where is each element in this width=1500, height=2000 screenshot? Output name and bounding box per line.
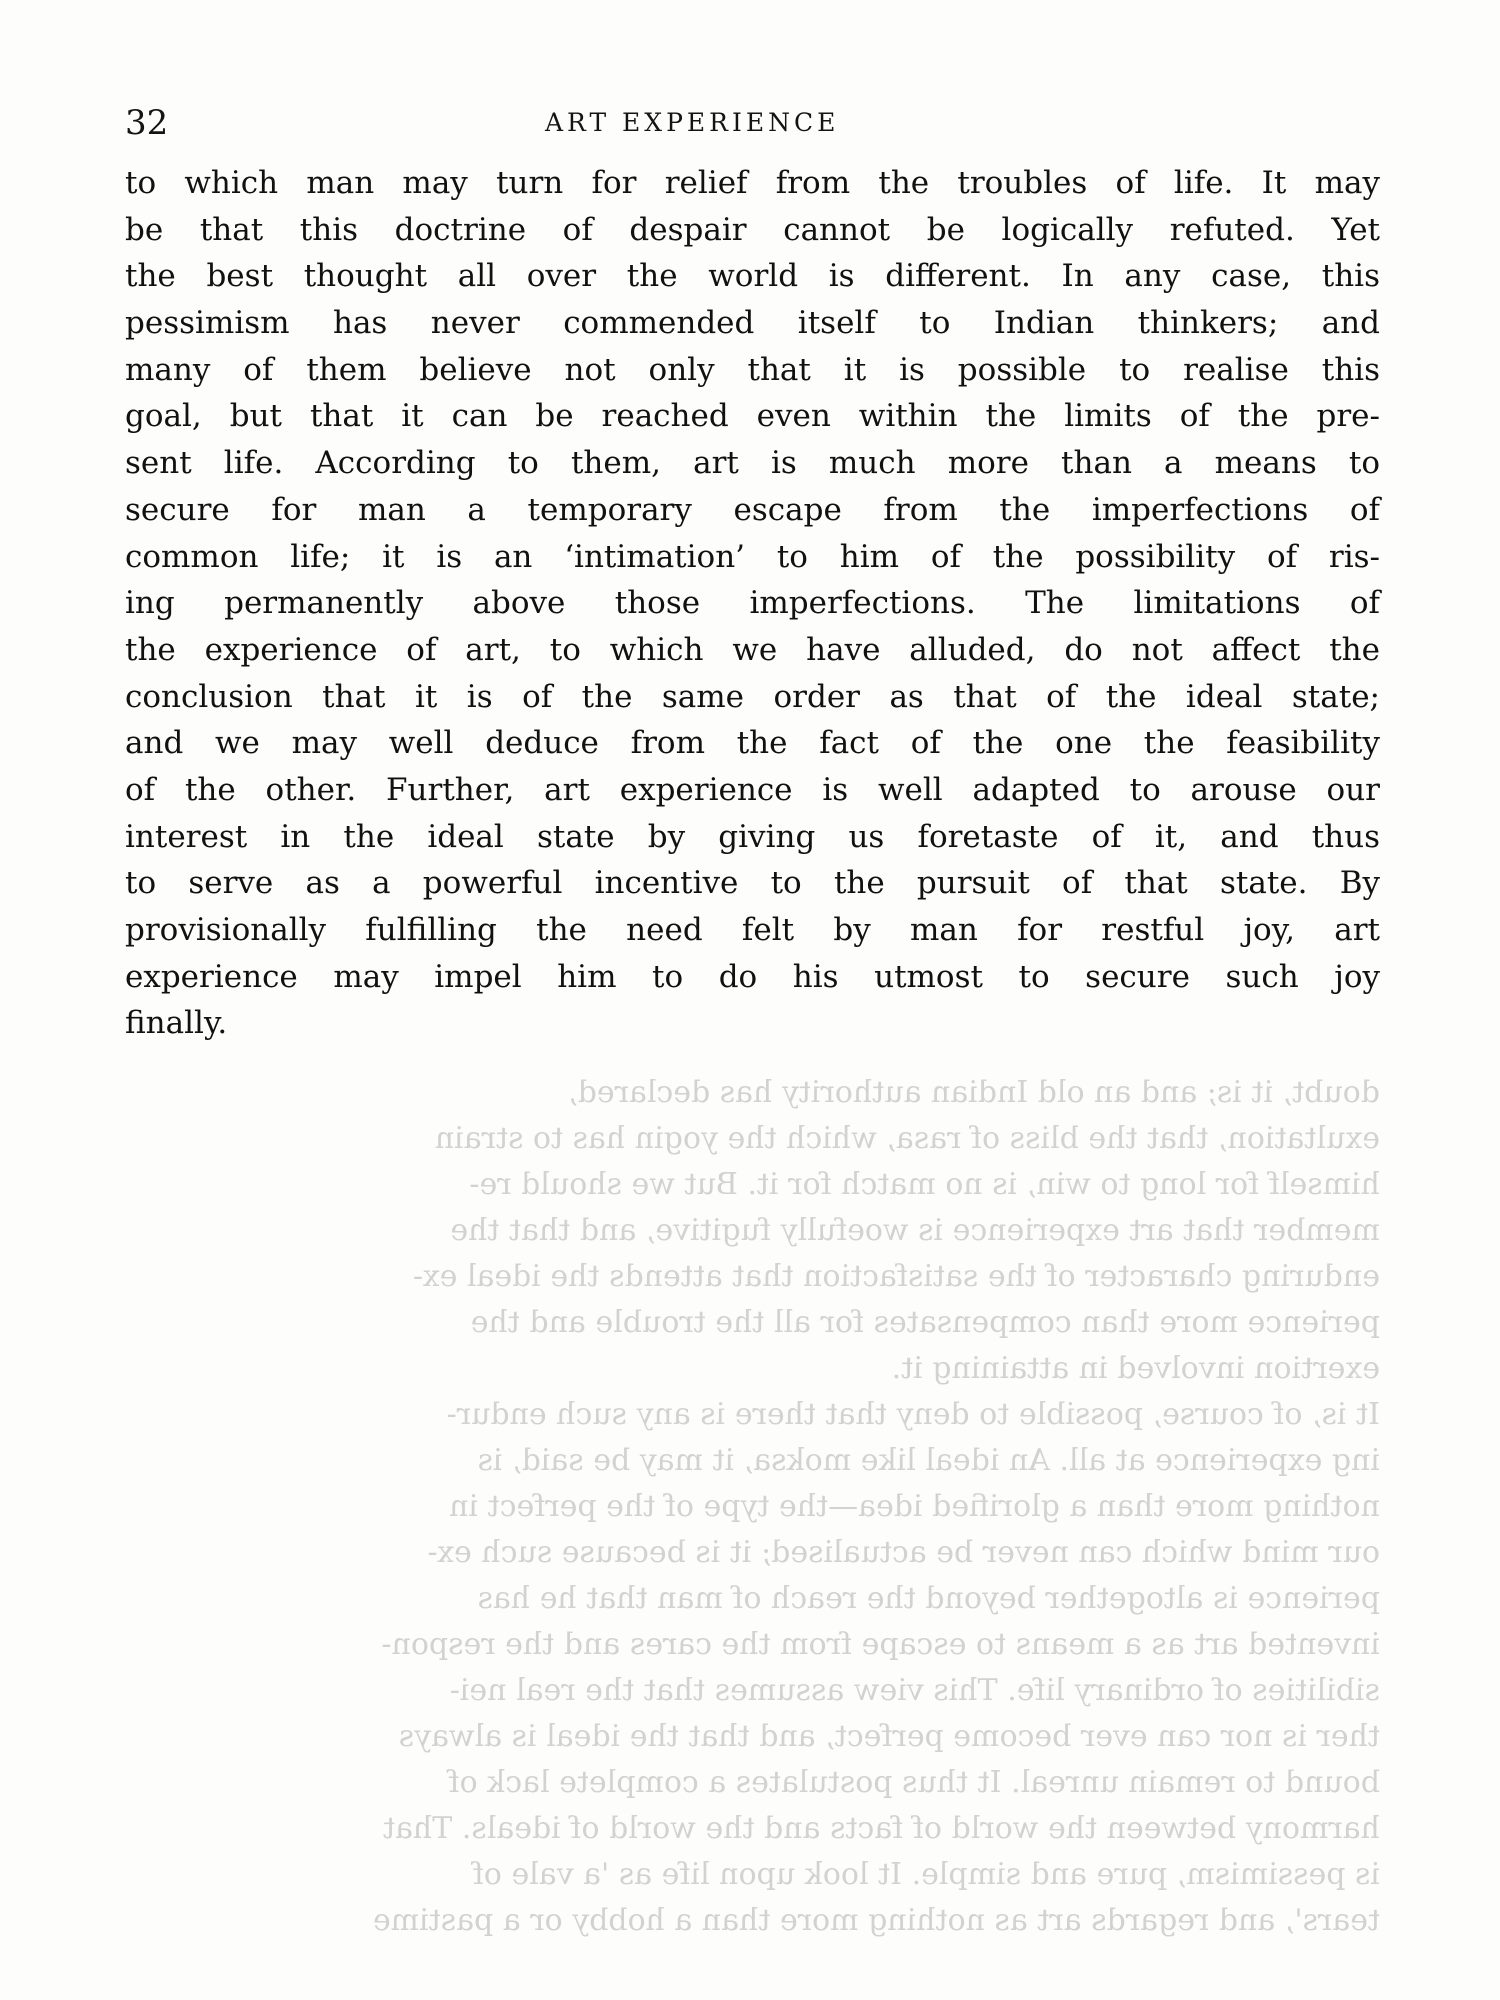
bleed-line: tears', and regards art as nothing more than a hobby or a pastime <box>372 1903 1380 1938</box>
bleed-line: himself for long to win, is no match for it. But we should re- <box>469 1167 1380 1202</box>
reverse-side-bleed-through <box>125 1070 1380 1944</box>
bleed-line: our mind which can never be actualised; it is because such ex- <box>427 1535 1380 1570</box>
text-line: to serve as a powerful incentive to the pursuit of that state. By <box>125 865 1380 902</box>
bleed-line: harmony between the world of facts and the world of ideals. That <box>383 1811 1380 1846</box>
bleed-line: It is, of course, possible to deny that there is any such endur- <box>446 1397 1380 1432</box>
text-line: common life; it is an ‘intimation’ to him of the possibility of ris- <box>125 538 1380 575</box>
page-number: 32 <box>125 103 169 143</box>
text-line: conclusion that it is of the same order as that of the ideal state; <box>125 678 1380 715</box>
text-line: the experience of art, to which we have alluded, do not affect the <box>125 631 1380 668</box>
text-line: be that this doctrine of despair cannot be logically refuted. Yet <box>125 211 1380 248</box>
text-line: pessimism has never commended itself to Indian thinkers; and <box>125 305 1380 342</box>
body-text <box>125 160 1380 1047</box>
bleed-line: ther is nor can ever become perfect, and that the ideal is always <box>398 1719 1380 1754</box>
text-line: goal, but that it can be reached even within the limits of the pre- <box>125 398 1380 435</box>
text-line: provisionally fulfilling the need felt by man for restful joy, art <box>125 912 1380 948</box>
text-line: sent life. According to them, art is much more than a means to <box>125 445 1380 482</box>
bleed-line: nothing more than a glorified idea—the type of the perfect in <box>449 1489 1380 1524</box>
bleed-line: enduring character of the satisfaction that attends the ideal ex- <box>413 1259 1380 1294</box>
text-line: the best thought all over the world is different. In any case, this <box>125 258 1380 295</box>
text-line: experience may impel him to do his utmost to secure such joy <box>125 958 1380 995</box>
text-line: secure for man a temporary escape from the imperfections of <box>125 491 1380 528</box>
text-line: many of them believe not only that it is possible to realise this <box>125 351 1380 388</box>
bleed-line: doubt, it is; and an old Indian authority has declared, <box>568 1075 1380 1110</box>
page-header <box>125 100 1380 146</box>
text-line: interest in the ideal state by giving us foretaste of it, and thus <box>125 818 1380 855</box>
bleed-line: perience more than compensates for all the trouble and the <box>470 1305 1380 1340</box>
bleed-line: is pessimism, pure and simple. It look upon life as 'a vale of <box>472 1857 1380 1892</box>
text-line: of the other. Further, art experience is well adapted to arouse our <box>125 771 1380 808</box>
text-line: to which man may turn for relief from the troubles of life. It may <box>125 165 1380 201</box>
bleed-line: exertion involved in attaining it. <box>891 1351 1380 1386</box>
text-line: and we may well deduce from the fact of the one the feasibility <box>125 725 1380 762</box>
bleed-line: member that art experience is woefully fugitive, and that the <box>450 1213 1380 1248</box>
text-line: ing permanently above those imperfections. The limitations of <box>125 585 1380 622</box>
bleed-line: perience is altogether beyond the reach of man that he has <box>477 1581 1380 1616</box>
bleed-line: exultation, that the bliss of rasa, which the yogin has to strain <box>434 1121 1380 1156</box>
bleed-line: bound to remain unreal. It thus postulates a complete lack of <box>448 1765 1380 1800</box>
running-head: ART EXPERIENCE <box>545 108 840 137</box>
bleed-line: invented art as a means to escape from the cares and the respon- <box>381 1627 1380 1662</box>
text-line: finally. <box>125 1005 228 1042</box>
bleed-line: sibilities of ordinary life. This view assumes that the real nei- <box>449 1673 1380 1708</box>
bleed-line: ing experience at all. An ideal like moksa, it may be said, is <box>477 1443 1380 1478</box>
